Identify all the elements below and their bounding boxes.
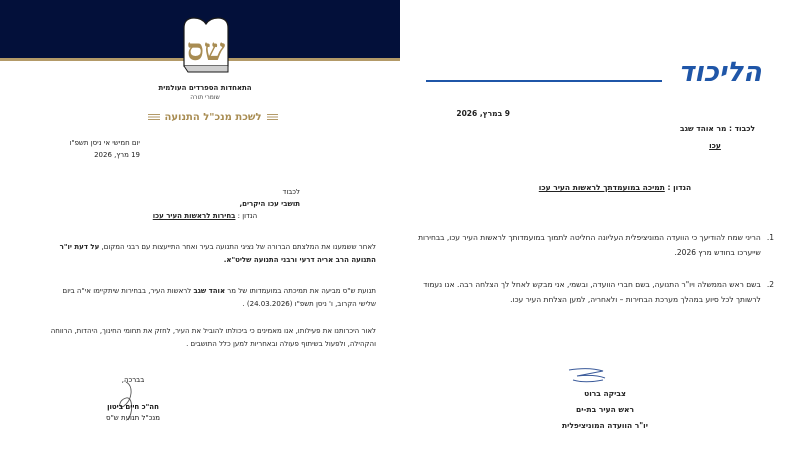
candidate-name: אוהד שגב <box>193 287 226 295</box>
torah-tablets-logo-icon <box>180 14 232 74</box>
paragraph-text: הריני שמח להודיעך כי הוועדה המוניציפלית העליונה החליטה לתמוך במועמדותך לראשות העיר עכו, בבחירות שייערכו בחודש מרץ 2026. <box>418 233 761 257</box>
paragraph-text: לראשות העיר, בבחירות שיתקיימו אי"ה ביום שלישי הקרוב, ו' ניסן תשפ"ו (24.03.2026) . <box>62 287 376 308</box>
signer-title-2: יו"ר הוועדה המוניציפלית <box>562 421 648 430</box>
office-title-text: לשכת מנכ"ל התנועה <box>164 111 262 123</box>
recipient: לכבוד : מר אוהד שגב <box>680 124 755 133</box>
signer-title-1: ראש העיר בת-ים <box>576 405 634 414</box>
paragraph-number: 2. <box>766 280 774 289</box>
shas-org-name <box>120 84 290 102</box>
paragraph-text: תנועת ש"ס מביעה את תמיכתה במועמדותו של מר <box>227 287 376 295</box>
likud-letter <box>400 0 800 450</box>
paragraph-text: לאור היכרותנו את פעילותו, אנו מאמינים כי ביכולתו להוביל את העיר, לחזק את תחומי החינוך, היהדות, הרווחה והקהילה, ולפעול בשיתוף פעולה ובאחריות למען כלל התושבים . <box>50 327 376 348</box>
paragraph-text: לאחר ששמענו את המלצתם הברורה של נציגי התנועה בעיר ואחר התייעצות עם רבני המקום, <box>101 243 376 251</box>
hebrew-date: יום חמישי אי ניסן תשפ"ו <box>69 139 140 147</box>
subject-text: תמיכה במועמדתך לראשות העיר עכו <box>538 183 665 192</box>
subject-label: הנדון : <box>237 212 258 220</box>
svg-text:שס: שס <box>186 33 226 68</box>
signer-name: צביקה ברוט <box>584 389 626 398</box>
org-name-text: התאחדות הספרדים העולמית <box>158 84 252 92</box>
likud-logo-icon <box>664 56 776 86</box>
org-sub-text: שומרי תורה <box>190 94 220 101</box>
signer-name: חה"כ חיים ביטון <box>107 403 159 411</box>
paragraph-bold-text: על דעת יו"ר התנועה הרב אריה דרעי ורבני התנועה שליט"א. <box>59 243 376 264</box>
letter-date <box>50 137 140 161</box>
subject-text: בחירות לראשות העיר עכו <box>152 212 236 220</box>
office-title <box>148 110 278 124</box>
paragraph-1 <box>50 241 376 267</box>
subject-label: הנדון : <box>667 183 692 192</box>
signature-block <box>520 368 690 434</box>
paragraph-text: בשם ראש הממשלה ויו"ר התנועה, בשם חברי הוועדה, ובשמי, אני מבקש לאחל לך הצלחה רבה. אנו נעמוד לרשותך לכל סיוע במהלך מערכת הבחירות – ולאחריה, למען הצלחת העיר עכו. <box>423 280 761 304</box>
city-text: עכו <box>709 141 721 150</box>
closing: בברכה, <box>121 376 145 384</box>
to-recipients: תושבי עכו היקרים, <box>239 200 300 208</box>
gregorian-date: 19 מרץ, 2026 <box>94 151 140 159</box>
signer-title: מנכ"ל תנועת ש"ס <box>106 414 160 422</box>
paragraph-2 <box>416 277 774 307</box>
signature-block <box>98 375 168 424</box>
decorative-bars-icon <box>148 114 160 121</box>
decorative-bars-icon <box>267 114 279 121</box>
paragraph-3 <box>50 325 376 351</box>
likud-header-line <box>426 80 662 82</box>
svg-text:הליכוד: הליכוד <box>678 57 762 86</box>
to-label: לכבוד <box>282 188 300 196</box>
subject-line <box>130 210 280 222</box>
paragraph-2 <box>50 285 376 311</box>
paragraph-number: 1. <box>766 233 774 242</box>
recipient-block <box>200 186 300 210</box>
paragraph-1 <box>416 230 774 260</box>
letter-date: 9 במרץ, 2026 <box>456 109 510 118</box>
subject-line <box>500 182 730 194</box>
recipient-city <box>700 140 730 152</box>
